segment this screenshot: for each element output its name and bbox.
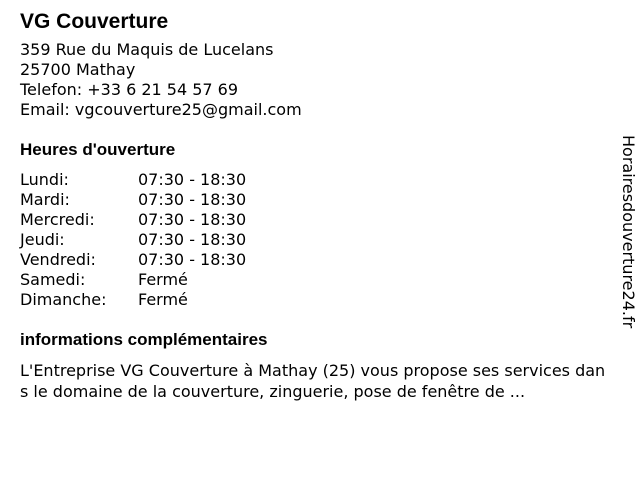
hours-day: Jeudi: <box>20 230 65 249</box>
hours-day: Dimanche: <box>20 290 107 309</box>
hours-day: Mercredi: <box>20 210 95 229</box>
hours-table <box>20 170 620 310</box>
info-description: L'Entreprise VG Couverture à Mathay (25) vous propose ses services dans le domaine de la couverture, zinguerie, pose de fenêtre de ... <box>20 361 606 401</box>
hours-row-tuesday <box>20 190 620 210</box>
hours-row-wednesday <box>20 210 620 230</box>
hours-row-saturday <box>20 270 620 290</box>
hours-time: 07:30 - 18:30 <box>138 170 247 189</box>
hours-time: 07:30 - 18:30 <box>138 230 247 249</box>
hours-time: Fermé <box>138 270 188 289</box>
hours-time: 07:30 - 18:30 <box>138 250 247 269</box>
info-heading: informations complémentaires <box>20 330 268 349</box>
hours-row-sunday <box>20 290 620 310</box>
site-watermark: Horairesdouverture24.fr <box>619 135 638 329</box>
hours-day: Mardi: <box>20 190 70 209</box>
hours-time: 07:30 - 18:30 <box>138 190 247 209</box>
hours-row-friday <box>20 250 620 270</box>
address-street: 359 Rue du Maquis de Lucelans <box>20 40 274 59</box>
business-name: VG Couverture <box>20 10 169 33</box>
hours-day: Lundi: <box>20 170 69 189</box>
address-city: 25700 Mathay <box>20 60 136 79</box>
address-block <box>20 40 620 120</box>
hours-heading: Heures d'ouverture <box>20 140 176 159</box>
hours-day: Samedi: <box>20 270 86 289</box>
hours-row-thursday <box>20 230 620 250</box>
hours-time: 07:30 - 18:30 <box>138 210 247 229</box>
phone-line: Telefon: +33 6 21 54 57 69 <box>20 80 239 99</box>
business-card <box>20 8 620 402</box>
hours-day: Vendredi: <box>20 250 96 269</box>
hours-time: Fermé <box>138 290 188 309</box>
email-line: Email: vgcouverture25@gmail.com <box>20 100 302 119</box>
hours-row-monday <box>20 170 620 190</box>
